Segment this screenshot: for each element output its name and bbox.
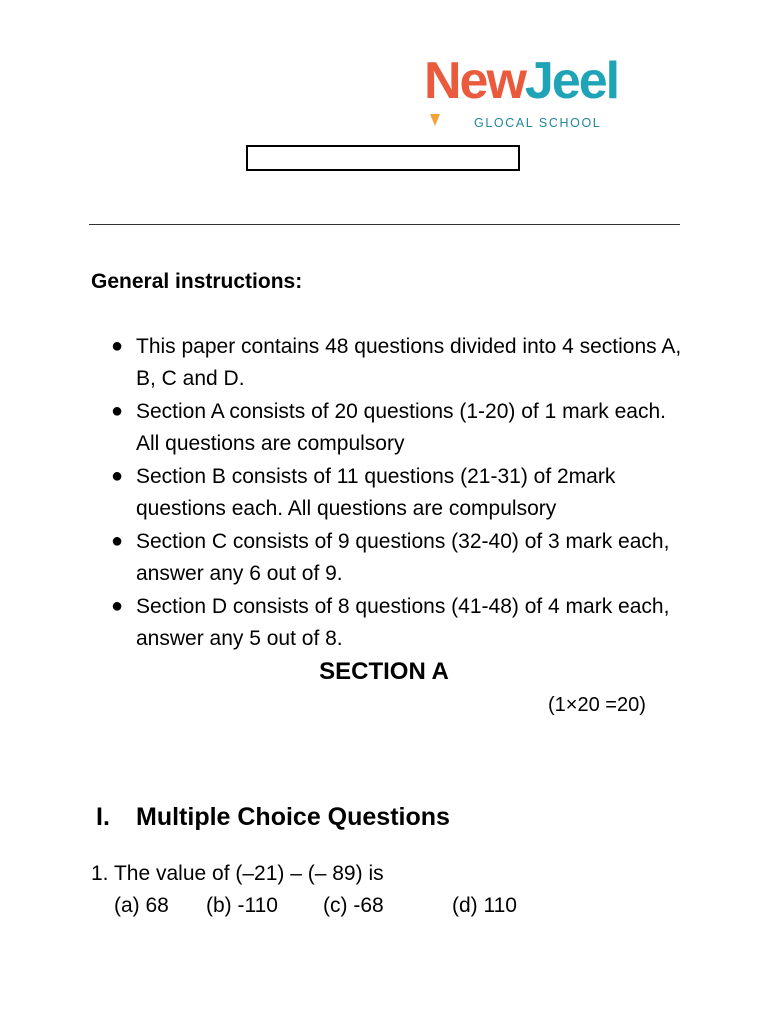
logo-wordmark — [424, 46, 618, 116]
bullet-icon: ● — [111, 465, 124, 487]
logo-word-new: New — [424, 52, 525, 110]
option-c: (c) -68 — [323, 894, 384, 917]
name-field-box — [246, 145, 520, 171]
bullet-icon: ● — [111, 335, 124, 357]
instruction-text: This paper contains 48 questions divided into 4 sections A, B, C and D. — [136, 335, 682, 390]
instruction-item — [108, 591, 688, 654]
divider-line — [89, 224, 680, 225]
instructions-list — [108, 331, 688, 656]
instruction-text: Section B consists of 11 questions (21-31) of 2mark questions each. All questions are compulsory — [136, 465, 616, 520]
logo-subtitle: GLOCAL SCHOOL — [474, 116, 602, 130]
school-logo — [412, 50, 667, 142]
instruction-text: Section C consists of 9 questions (32-40) of 3 mark each, answer any 6 out of 9. — [136, 530, 670, 585]
mcq-number: I. — [96, 803, 110, 831]
instruction-item — [108, 526, 688, 589]
bullet-icon: ● — [111, 400, 124, 422]
instruction-item — [108, 396, 688, 459]
general-instructions-heading: General instructions: — [91, 270, 303, 293]
option-b: (b) -110 — [206, 894, 278, 917]
mcq-heading — [96, 798, 450, 836]
section-title: SECTION A — [319, 658, 449, 685]
question-text: 1. The value of (–21) – (– 89) is — [91, 862, 384, 885]
instruction-text: Section D consists of 8 questions (41-48) of 4 mark each, answer any 5 out of 8. — [136, 595, 670, 650]
section-marks: (1×20 =20) — [548, 694, 646, 716]
bullet-icon: ● — [111, 530, 124, 552]
bullet-icon: ● — [111, 595, 124, 617]
pencil-icon — [430, 114, 440, 126]
logo-word-jeel: Jeel — [524, 52, 619, 110]
option-a: (a) 68 — [114, 894, 169, 917]
mcq-title: Multiple Choice Questions — [136, 803, 450, 831]
instruction-item — [108, 461, 688, 524]
instruction-item — [108, 331, 688, 394]
instruction-text: Section A consists of 20 questions (1-20) of 1 mark each. All questions are compulsory — [136, 400, 666, 455]
option-d: (d) 110 — [452, 894, 517, 917]
